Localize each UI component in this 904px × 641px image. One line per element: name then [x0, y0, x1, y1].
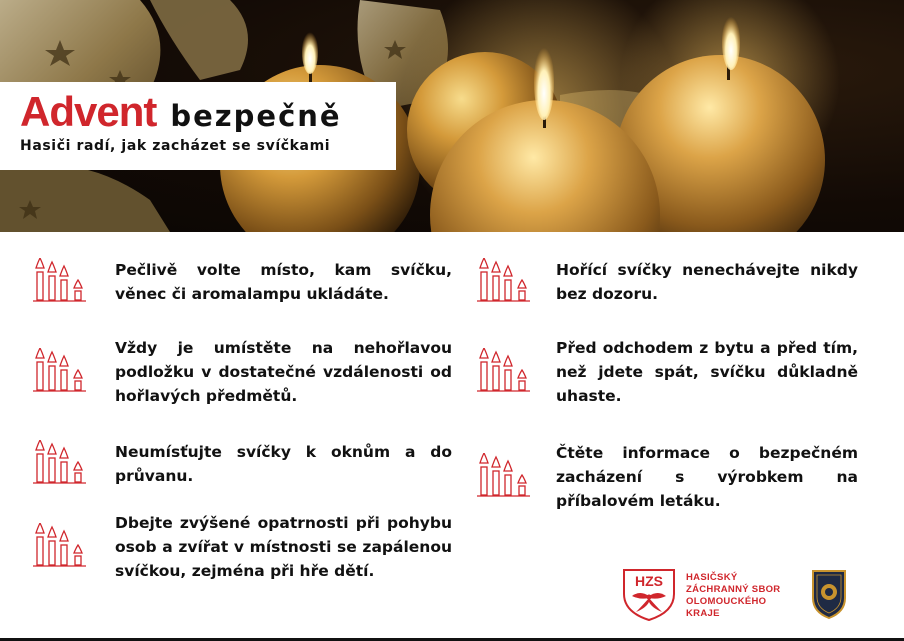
- tip-text: Čtěte informace o bezpečném zacházení s výrobkem na příbalovém letáku.: [556, 444, 858, 510]
- tip-text: Vždy je umístěte na nehořlavou podložku v dostatečné vzdálenosti od hořlavých předmětů.: [115, 339, 452, 405]
- candles-icon: [32, 440, 88, 486]
- org-line: OLOMOUCKÉHO: [686, 596, 767, 607]
- title-black: bezpečně: [170, 99, 342, 133]
- hero-photo: [0, 0, 904, 232]
- tip-text: Neumísťujte svíčky k oknům a do průvanu.: [115, 443, 452, 485]
- hzs-logo: [620, 566, 678, 622]
- title-red: Advent: [20, 88, 157, 135]
- candles-icon: [32, 348, 88, 394]
- title-box: [0, 82, 396, 170]
- org-line: HASIČSKÝ: [686, 572, 738, 583]
- candles-icon: [476, 453, 532, 499]
- tip-text: Před odchodem z bytu a před tím, než jdete spát, svíčku důkladně uhaste.: [556, 339, 858, 405]
- subtitle: Hasiči radí, jak zacházet se svíčkami: [20, 138, 331, 154]
- candles-icon: [476, 258, 532, 304]
- emblem-badge-icon: [810, 568, 848, 620]
- hzs-logo-text: HZS: [635, 573, 663, 589]
- tip-text: Pečlivě volte místo, kam svíčku, věnec či aromalampu ukládáte.: [115, 261, 452, 303]
- page-title: [20, 88, 342, 136]
- candles-icon: [32, 523, 88, 569]
- candles-icon: [32, 258, 88, 304]
- org-line: KRAJE: [686, 608, 720, 619]
- tip-text: Hořící svíčky nenechávejte nikdy bez dozoru.: [556, 261, 858, 303]
- tip-text: Dbejte zvýšené opatrnosti při pohybu osob a zvířat v místnosti se zapálenou svíčkou, zejména při hře dětí.: [115, 514, 452, 580]
- org-name: [686, 572, 780, 620]
- candles-icon: [476, 348, 532, 394]
- org-line: ZÁCHRANNÝ SBOR: [686, 584, 781, 595]
